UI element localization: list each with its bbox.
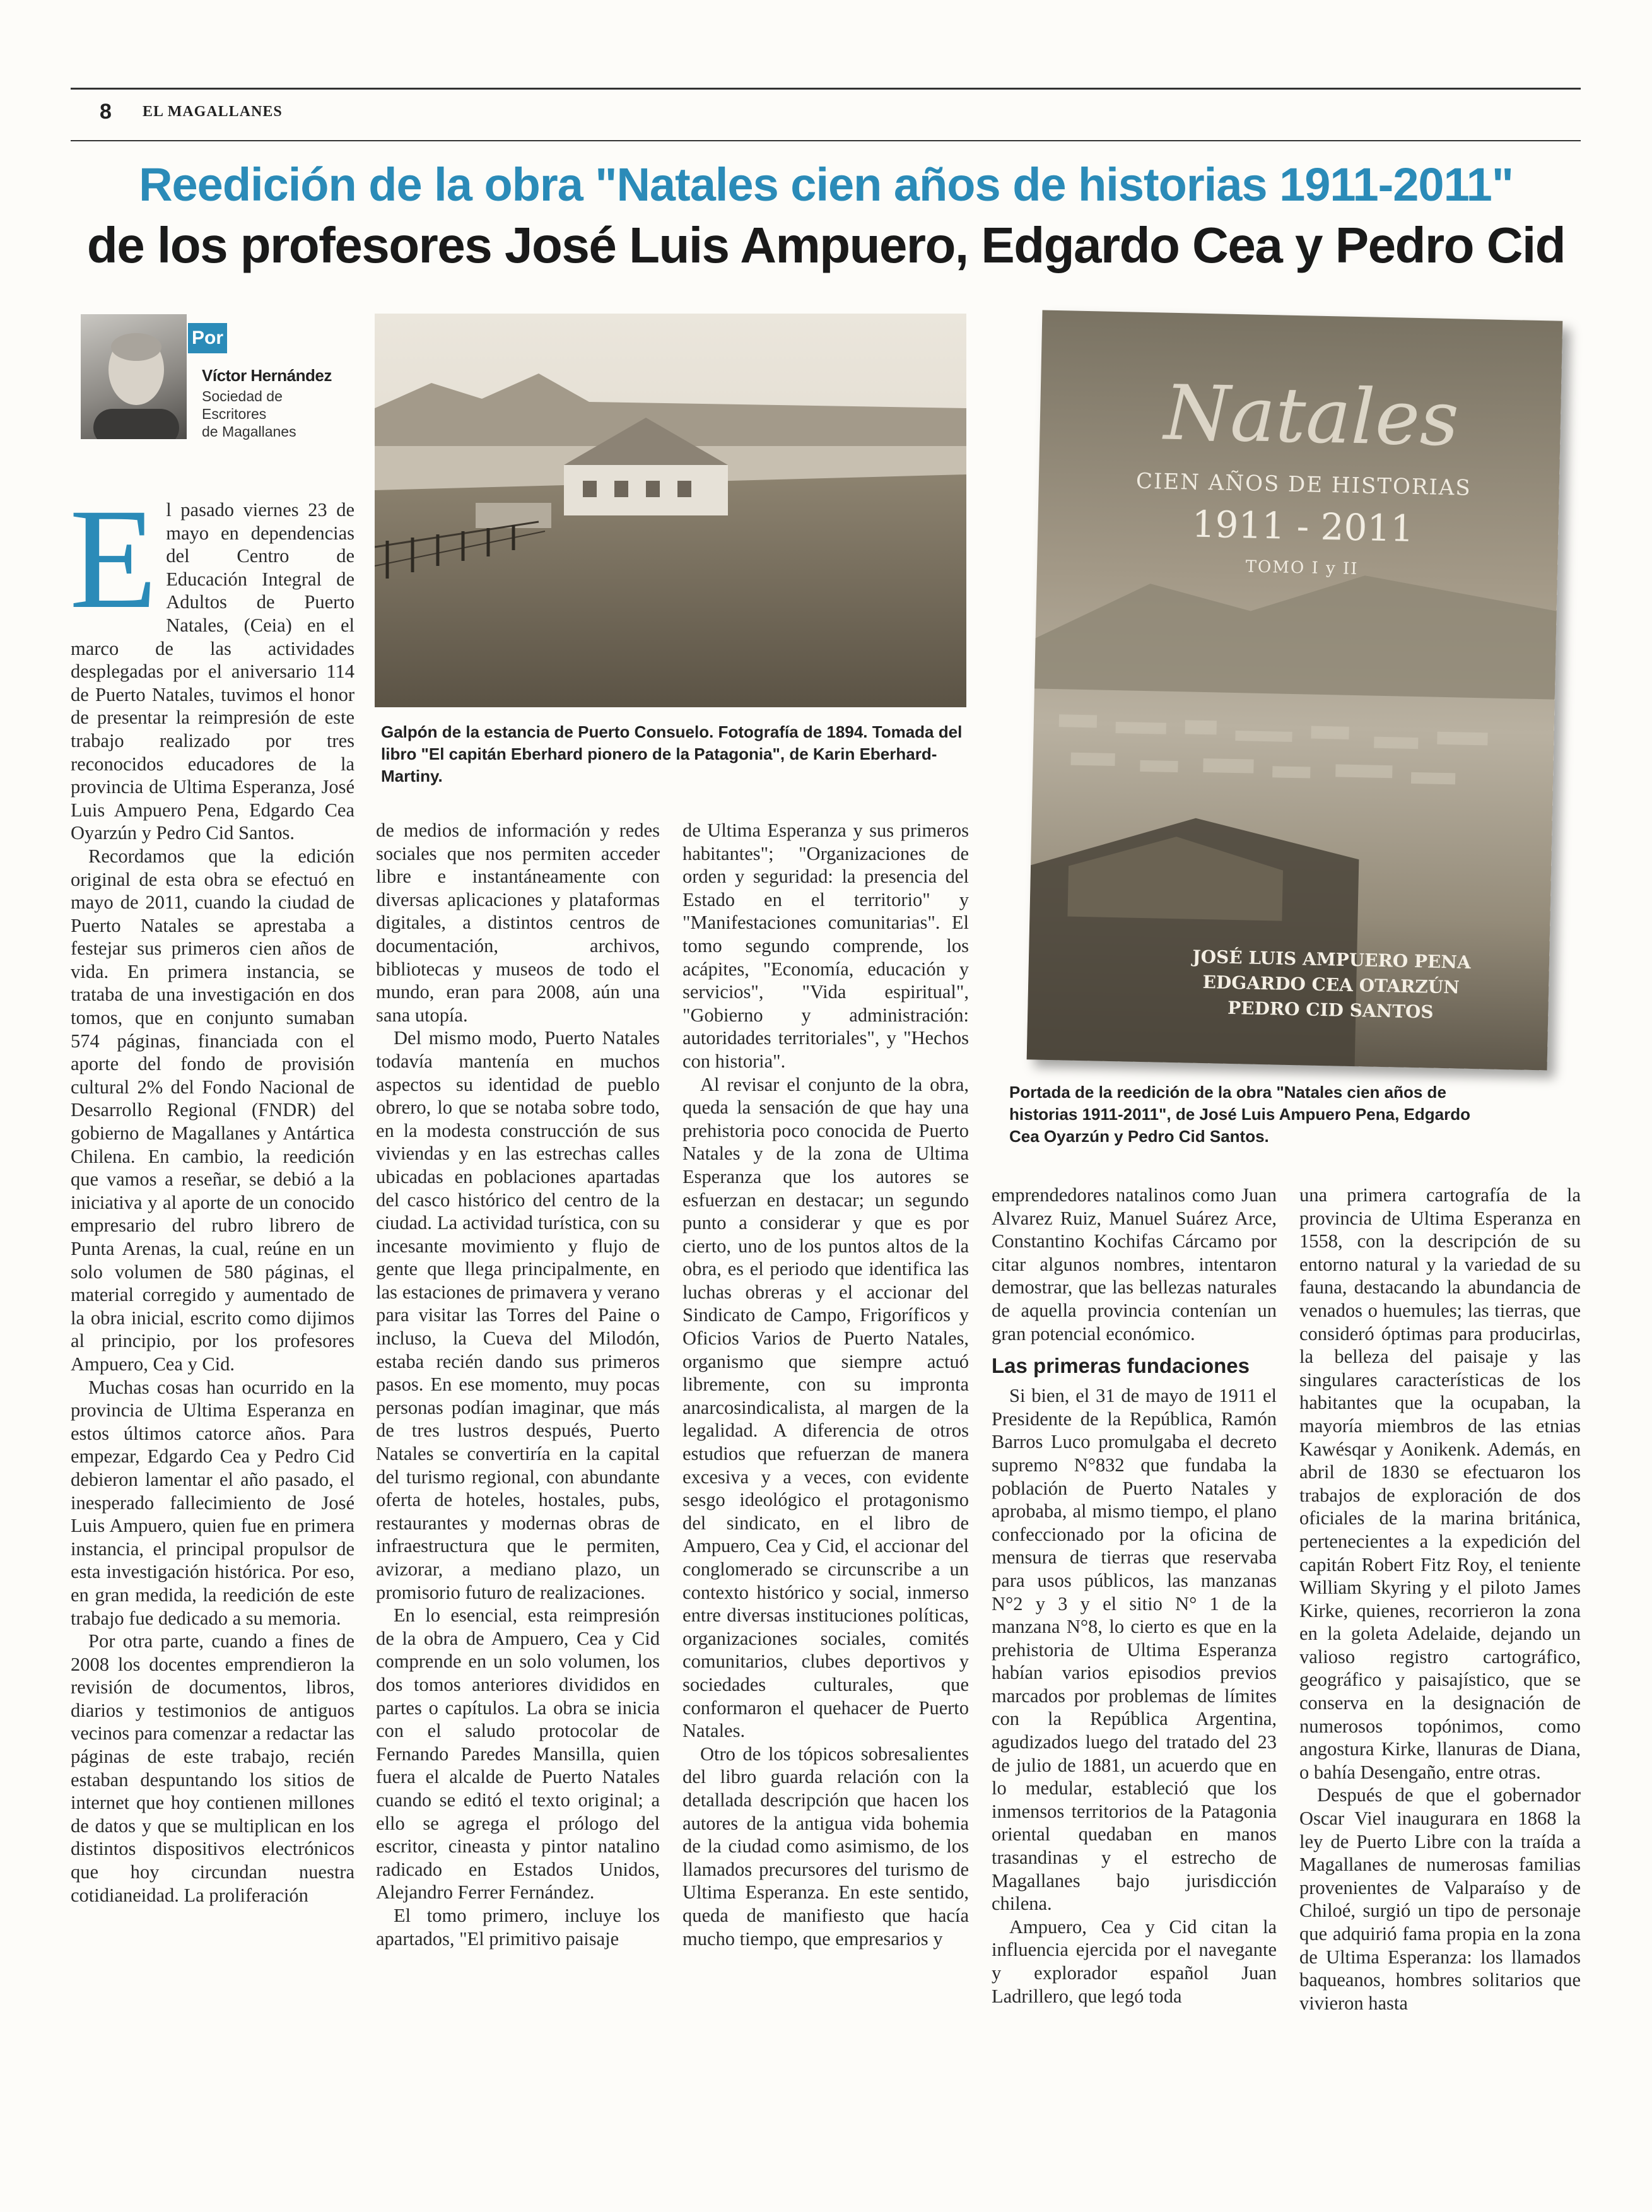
article-column-2 (376, 819, 660, 1950)
article-paragraph: Después de que el gobernador Oscar Viel inaugurara en 1868 la ley de Puerto Libre con la traída a Magallanes de numerosas familias provenientes de Valparaíso y de Chiloé, surgió un tipo de personaje que adquirió fama propia en la zona de Ultima Esperanza: los llamados baqueanos, hombres solitarios que vivieron hasta (1299, 1784, 1581, 2014)
affiliation-line: de Magallanes (202, 423, 296, 440)
lead-text: l pasado viernes 23 de mayo en dependencias del Centro de Educación Integral de Adultos de Puerto Natales, (Ceia) en el marco de las actividades desplegadas por el aniversario 114 de Puerto Natales, tuvimos el honor de presentar la reimpresión de este trabajo realizado por tres reconocidos educadores de la provincia de Ultima Esperanza, José Luis Ampuero Pena, Edgardo Cea Oyarzún y Pedro Cid Santos. (71, 499, 354, 844)
article-paragraph: de Ultima Esperanza y sus primeros habitantes"; "Organizaciones de orden y seguridad: la presencia del Estado en el territorio" y "Manifestaciones comunitarias". El tomo segundo comprende, los acápites, "Economía, educación y servicios", "Vida espiritual", "Gobierno y administración: autoridades territoriales", y "Hechos con historia". (682, 820, 969, 1072)
article-column-4 (992, 1184, 1277, 2008)
article-paragraph: emprendedores natalinos como Juan Alvarez Ruiz, Manuel Suárez Arce, Constantino Kochifas Cárcamo por citar algunos nombres, intentaron demostrar, que las bellezas naturales de aquella provincia contenían un gran potencial económico. (992, 1184, 1277, 1344)
article-paragraph: Por otra parte, cuando a fines de 2008 los docentes emprendieron la revisión de documentos, libros, diarios y testimonios de antiguos vecinos para comenzar a redactar las páginas de este trabajo, recién estaban despuntando los sitios de internet que hoy contienen millones de datos y que se multiplican en los distintos dispositivos electrónicos que hoy circundan nuestra cotidianeidad. La proliferación (71, 1630, 354, 1906)
book-cover-image (1027, 310, 1563, 1070)
photo-caption: Galpón de la estancia de Puerto Consuelo. Fotografía de 1894. Tomada del libro "El capitán Eberhard pionero de la Patagonia", de Karin Eberhard-Martiny. (381, 722, 963, 785)
article-paragraph: Si bien, el 31 de mayo de 1911 el Presidente de la República, Ramón Barros Luco promulgaba el decreto supremo N°832 que fundaba la población de Puerto Natales y aprobaba, al mismo tiempo, el plano confeccionado por la oficina de mensura de tierras que reservaba para usos públicos, las manzanas N°2 y 3 y el sitio N° 1 de la manzana N°8, lo cierto es que en la prehistoria de Ultima Esperanza habían varios episodios previos marcados por problemas de límites con la República Argentina, agudizados luego del tratado del 23 de julio de 1881, un acuerdo que en lo medular, estableció que los inmensos territorios de la Patagonia oriental quedaban en manos trasandinas y el estrecho de Magallanes bajo jurisdicción chilena. (992, 1385, 1277, 1915)
article-paragraph: Otro de los tópicos sobresalientes del libro guarda relación con la detallada descripción que hacen los autores de la antigua vida bohemia de la ciudad como asimismo, de los llamados precursores del turismo de Ultima Esperanza. En este sentido, queda de manifiesto que hacía mucho tiempo, que empresarios y (682, 1743, 969, 1950)
article-column-5 (1299, 1184, 1581, 2015)
article-paragraph: Al revisar el conjunto de la obra, queda la sensación de que hay una prehistoria poco conocida de Puerto Natales y de la zona de Ultima Esperanza que los autores se esfuerzan en destacar; un segundo punto a considerar y que es por cierto, uno de los puntos altos de la obra, es el periodo que identifica las luchas obreras y el accionar del Sindicato de Campo, Frigoríficos y Oficios Varios de Puerto Natales, organismo que siempre actuó libremente, con su impronta anarcosindicalista, al margen de la legalidad. A diferencia de otros estudios que refuerzan de manera excesiva y a veces, con evidente sesgo ideológico el protagonismo del sindicato, en el libro de Ampuero, Cea y Cid, el accionar del conglomerado se circunscribe a un contexto histórico y social, inmerso entre diversas instituciones políticas, organizaciones sociales, comités comunitarios, clubes deportivos y sociedades culturales, que conformaron el quehacer de Puerto Natales. (682, 1073, 969, 1742)
article-column-1 (69, 479, 354, 1907)
historic-photo (375, 314, 966, 707)
headline-line-1: Reedición de la obra "Natales cien años de historias 1911-2011" (139, 158, 1513, 211)
cover-subtitle: CIEN AÑOS DE HISTORIAS (1135, 468, 1472, 501)
author-name: Víctor Hernández (202, 366, 332, 385)
header-rule (71, 140, 1581, 141)
author-portrait-icon (81, 314, 187, 439)
cover-title: Natales (1163, 369, 1460, 464)
cover-years: 1911 - 2011 (1191, 502, 1414, 550)
article-paragraph: Recordamos que la edición original de esta obra se efectuó en mayo de 2011, cuando la ciudad de Puerto Natales se aprestaba a festejar sus primeros cien años de vida. En primera instancia, se trataba de una investigación en dos tomos, que en conjunto sumaban 574 páginas, financiada con el aporte del fondo de provisión cultural 2% del Fondo Nacional de Desarrollo Regional (FNDR) del gobierno de Magallanes y Antártica Chilena. En cambio, la reedición que vamos a reseñar, se debió a la iniciativa y al aporte de un conocido empresario del rubro librero de Punta Arenas, la cual, reúne en un solo volumen de 580 páginas, el material corregido y aumentado de la obra inicial, escrito como dijimos al principio, por los profesores Ampuero, Cea y Cid. (71, 845, 354, 1375)
article-paragraph: En lo esencial, esta reimpresión de la obra de Ampuero, Cea y Cid comprende en un solo volumen, los dos tomos anteriores divididos en partes o capítulos. La obra se inicia con el saludo protocolar de Fernando Paredes Mansilla, quien fuera el alcalde de Puerto Natales cuando se editó el texto original; a ello se agrega el prólogo del escritor, cineasta y pintor natalino radicado en Estados Unidos, Alejandro Ferrer Fernández. (376, 1604, 660, 1903)
article-paragraph (69, 479, 354, 845)
headline-line-2: de los profesores José Luis Ampuero, Edgardo Cea y Pedro Cid (86, 217, 1566, 273)
affiliation-line: Sociedad de (202, 388, 283, 404)
article-paragraph: Muchas cosas han ocurrido en la provincia de Ultima Esperanza en estos últimos catorce años. Para empezar, Edgardo Cea y Pedro Cid debieron lamentar el año pasado, el inesperado fallecimiento de José Luis Ampuero, quien fue en primera instancia, el principal propulsor de esta investigación histórica. Por eso, en gran medida, la reedición de este trabajo fue dedicado a su memoria. (71, 1376, 354, 1629)
byline-tag: Por (188, 323, 227, 353)
cover-author: PEDRO CID SANTOS (1227, 997, 1434, 1023)
affiliation-line: Escritores (202, 406, 267, 422)
farm-shed-photo (375, 314, 966, 707)
author-affiliation (202, 387, 296, 440)
top-rule (71, 88, 1581, 90)
article-paragraph: una primera cartografía de la provincia de Ultima Esperanza en 1558, con la descripción de su entorno natural y la variedad de su fauna, destacando la abundancia de venados o huemules; las tierras, que consideró óptimas para producirlas, la belleza del paisaje y las singulares características de los habitantes que la ocupaban, la mayoría miembros de las etnias Kawésqar y Aonikenk. Además, en abril de 1830 se efectuaron los trabajos de exploración de dos oficiales de la marina británica, pertenecientes a la expedición del capitán Robert Fitz Roy, el teniente William Skyring y el piloto James Kirke, quienes, recorrieron la zona en la goleta Adelaide, dejando un valioso registro cartográfico, geográfico y paisajístico, que se conserva en la designación de numerosos topónimos, como angostura Kirke, llanuras de Diana, o bahía Desengaño, entre otras. (1299, 1184, 1581, 1783)
drop-cap: E (69, 479, 158, 638)
article-paragraph: Del mismo modo, Puerto Natales todavía mantenía en muchos aspectos su identidad de pueblo obrero, lo que se notaba sobre todo, en la modesta construcción de sus viviendas y en las estrechas calles ubicadas en poblaciones apartadas del casco histórico del centro de la ciudad. La actividad turística, con su incesante movimiento y flujo de gente que llega principalmente, en las estaciones de primavera y verano para visitar las Torres del Paine o incluso, la Cueva del Milodón, estaba recién dando sus primeros pasos. En ese momento, muy pocas personas podían imaginar, que más de tres lustros después, Puerto Natales se convertiría en la capital del turismo regional, con abundante oferta de hoteles, hostales, pubs, restaurantes y modernas obras de infraestructura que le permiten, avizorar, a mediano plazo, un promisorio futuro de realizaciones. (376, 1027, 660, 1603)
cover-caption: Portada de la reedición de la obra "Natales cien años de historias 1911-2011", de José Luis Ampuero Pena, Edgardo Cea Oyarzún y Pedro Cid Santos. (1009, 1083, 1470, 1146)
page-number: 8 (100, 100, 112, 124)
author-photo (81, 314, 187, 439)
subheading: Las primeras fundaciones (992, 1354, 1250, 1378)
article-paragraph: de medios de información y redes sociales que nos permiten acceder libre e instantáneamente con diversas aplicaciones y plataformas digitales, a distintos centros de documentación, archivos, bibliotecas y museos de todo el mundo, eran para 2008, aún una sana utopía. (376, 820, 660, 1026)
cover-volume: TOMO I y II (1245, 557, 1359, 579)
publication-name: EL MAGALLANES (143, 103, 283, 120)
cover-authors (1154, 943, 1508, 1027)
article-paragraph: Ampuero, Cea y Cid citan la influencia ejercida por el navegante y explorador español Juan Ladrillero, que legó toda (992, 1915, 1277, 2007)
article-column-3 (682, 819, 969, 1950)
article-paragraph: El tomo primero, incluye los apartados, "El primitivo paisaje (376, 1904, 660, 1950)
cover-author: JOSÉ LUIS AMPUERO PENA (1192, 946, 1471, 973)
cover-author: EDGARDO CEA OTARZÚN (1202, 972, 1460, 998)
